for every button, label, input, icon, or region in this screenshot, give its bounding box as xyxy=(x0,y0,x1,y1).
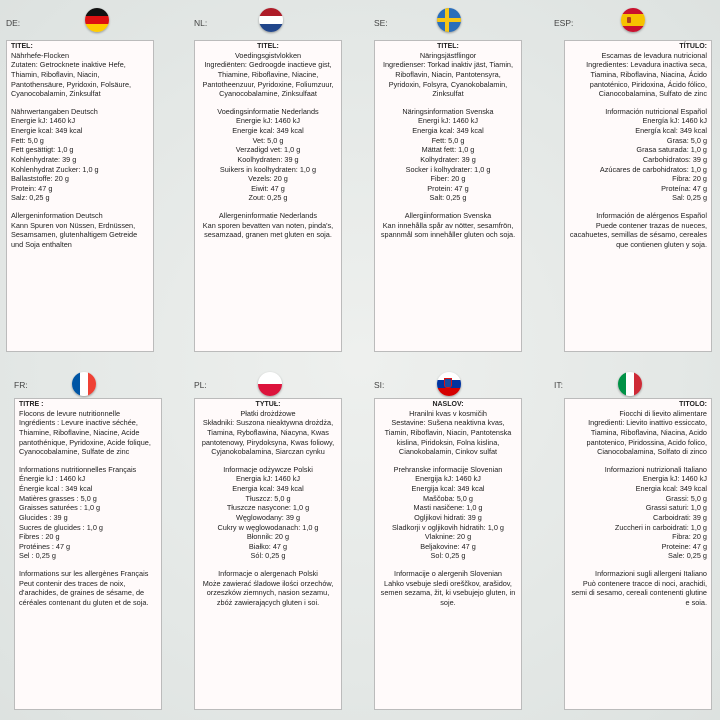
nutrition-row: Tłuszcz: 5,0 g xyxy=(245,493,291,503)
nutrition-row: Carbohidratos: 39 g xyxy=(642,154,707,164)
allergen-heading: Informacje o alergenach Polski xyxy=(218,569,318,579)
nutrition-row: Fett: 5,0 g xyxy=(431,135,465,145)
nutrition-row: Energija kcal: 349 kcal xyxy=(411,484,485,494)
nutrition-row: Énergie kcal : 349 kcal xyxy=(19,484,93,494)
country-code: NL: xyxy=(194,18,208,28)
panel-de xyxy=(0,0,180,360)
nutrition-row: Sale: 0,25 g xyxy=(668,551,707,561)
allergen-text: Puede contener trazas de nueces, cacahuetes, semillas de sésamo, cereales que contienen gluten y soja. xyxy=(569,220,707,249)
nutrition-row: Białko: 47 g xyxy=(248,541,288,551)
nutrition-row: Eiwit: 47 g xyxy=(251,183,285,193)
allergen-text: Kan innehålla spår av nötter, sesamfrön, spannmål som innehåller gluten och soja. xyxy=(380,220,516,240)
allergen-text: Lahko vsebuje sledi oreščkov, arašidov, semen sezama, žit, ki vsebujejo gluten, in soje. xyxy=(380,578,516,607)
slovenia-flag-icon xyxy=(437,372,461,396)
nutrition-row: Énergie kJ : 1460 kJ xyxy=(19,474,86,484)
nutrition-row: Glucides : 39 g xyxy=(19,512,68,522)
allergen-text: Kan sporen bevatten van noten, pinda's, sesamzaad, granen met gluten en soja. xyxy=(202,220,334,240)
country-code: DE: xyxy=(6,18,21,28)
nutrition-row: Salt: 0,25 g xyxy=(429,193,467,203)
ingredients-text: Składniki: Suszona nieaktywna drożdża, Tiamina, Ryboflawina, Niacyna, Kwas pantotenowy, Pirydoksyna, Kwas foliowy, Cyjanokobalamina, Siarczan cynku xyxy=(201,418,335,457)
nutrition-row: Matières grasses : 5,0 g xyxy=(19,493,97,503)
nutrition-row: Sucres de glucides : 1,0 g xyxy=(19,522,103,532)
ingredients-text: Ingredienser: Torkad inaktiv jäst, Tiamin, Riboflavin, Niacin, Pantotensyra, Pyridoxin, Folsyra, Cyanokobalamin, Zinksulfat xyxy=(382,60,514,99)
product-name: Płatki drożdżowe xyxy=(240,408,296,418)
allergen-heading: Informazioni sugli allergeni Italiano xyxy=(595,569,707,579)
nutrition-row: Grassi: 5,0 g xyxy=(665,493,707,503)
nutrition-row: Fibra: 20 g xyxy=(672,174,707,184)
allergen-heading: Allergeninformatie Nederlands xyxy=(218,211,318,221)
product-name: Fiocchi di lievito alimentare xyxy=(619,408,707,418)
country-code: PL: xyxy=(194,380,207,390)
ingredients-text: Ingrediënten: Gedroogde inactieve gist, Thiamine, Riboflavine, Niacine, Pantotheenzuur, Pyridoxine, Foliumzuur, Cyanocobalamine, Zinksulfaat xyxy=(202,60,334,99)
title-label: TITEL: xyxy=(437,43,459,50)
nutrition-row: Energia kcal: 349 kcal xyxy=(635,484,707,494)
nutrition-row: Fett: 5,0 g xyxy=(11,135,44,145)
nutrition-row: Fibra: 20 g xyxy=(672,532,707,542)
nutrition-row: Fiber: 20 g xyxy=(430,174,466,184)
nutrition-row: Energía kcal: 349 kcal xyxy=(635,126,707,136)
nutrition-heading: Nährwertangaben Deutsch xyxy=(11,106,98,116)
ingredients-text: Sestavine: Sušena neaktivna kvas, Tiamin, Riboflavin, Niacin, Pantotenska kislina, Piridoksin, Folna kislina, Cianokobalamin, Cinkov sulfat xyxy=(384,418,512,457)
nutrition-row: Protein: 47 g xyxy=(11,183,53,193)
nutrition-row: Energia kJ: 1460 kJ xyxy=(642,474,707,484)
label-card xyxy=(374,40,522,352)
label-card xyxy=(194,40,342,352)
panel-fr xyxy=(0,360,180,720)
nutrition-row: Sal: 0,25 g xyxy=(672,193,707,203)
allergen-heading: Informacije o alergenih Slovenian xyxy=(394,569,502,579)
panel-se xyxy=(360,0,540,360)
nutrition-row: Tłuszcze nasycone: 1,0 g xyxy=(226,503,310,513)
nutrition-row: Zout: 0,25 g xyxy=(248,193,288,203)
nutrition-heading: Información nutricional Español xyxy=(605,106,707,116)
nutrition-heading: Informations nutritionnelles Français xyxy=(19,464,137,474)
allergen-heading: Informations sur les allergènes Français xyxy=(19,569,149,579)
nutrition-heading: Voedingsinformatie Nederlands xyxy=(217,106,319,116)
nutrition-row: Vezels: 20 g xyxy=(248,174,288,184)
product-name: Nährhefe-Flocken xyxy=(11,50,69,60)
product-name: Escamas de levadura nutricional xyxy=(601,50,707,60)
allergen-text: Peut contenir des traces de noix, d'arachides, de graines de sésame, de céréales contenant du gluten et de soja. xyxy=(19,578,149,607)
nutrition-row: Grassi saturi: 1,0 g xyxy=(645,503,707,513)
title-label: TÍTULO: xyxy=(679,43,707,50)
allergen-heading: Allergeninformation Deutsch xyxy=(11,211,103,221)
nutrition-row: Protein: 47 g xyxy=(427,183,469,193)
france-flag-icon xyxy=(72,372,96,396)
label-card xyxy=(194,398,342,710)
label-card xyxy=(6,40,154,352)
country-code: SI: xyxy=(374,380,385,390)
nutrition-row: Energi kJ: 1460 kJ xyxy=(417,116,479,126)
nutrition-row: Zuccheri in carboidrati: 1,0 g xyxy=(614,522,707,532)
product-name: Voedingsgistvlokken xyxy=(234,50,302,60)
nutrition-row: Energia kJ: 1460 kJ xyxy=(235,474,301,484)
allergen-heading: Allergiinformation Svenska xyxy=(404,211,492,221)
nutrition-row: Proteína: 47 g xyxy=(661,183,707,193)
germany-flag-icon xyxy=(85,8,109,32)
nutrition-heading: Informacje odżywcze Polski xyxy=(223,464,313,474)
nutrition-row: Carboidrati: 39 g xyxy=(653,512,707,522)
nutrition-row: Protéines : 47 g xyxy=(19,541,71,551)
nutrition-row: Socker i kolhydrater: 1,0 g xyxy=(405,164,491,174)
nutrition-row: Proteine: 47 g xyxy=(661,541,707,551)
country-code: FR: xyxy=(14,380,28,390)
nutrition-row: Kohlenhydrat Zucker: 1,0 g xyxy=(11,164,99,174)
italy-flag-icon xyxy=(618,372,642,396)
coat-of-arms-icon xyxy=(444,378,452,388)
nutrition-row: Suikers in koolhydraten: 1,0 g xyxy=(219,164,317,174)
netherlands-flag-icon xyxy=(259,8,283,32)
nutrition-row: Verzadigd vet: 1,0 g xyxy=(235,145,301,155)
nutrition-row: Grasa: 5,0 g xyxy=(666,135,707,145)
ingredients-text: Ingredientes: Levadura inactiva seca, Tiamina, Riboflavina, Niacina, Ácido pantoténico, Piridoxina, Ácido fólico, Cianocobalamina, Sulfato de zinc xyxy=(586,60,707,99)
nutrition-row: Błonnik: 20 g xyxy=(246,532,290,542)
nutrition-heading: Prehranske informacije Slovenian xyxy=(393,464,503,474)
ingredients-text: Zutaten: Getrocknete inaktive Hefe, Thiamin, Riboflavin, Niacin, Pantothensäure, Pyridoxin, Folsäure, Cyanocobalamin, Zinksulfat xyxy=(11,60,132,99)
nutrition-row: Koolhydraten: 39 g xyxy=(237,154,299,164)
ingredients-text: Ingredienti: Lievito inattivo essiccato, Tiamina, Riboflavina, Niacina, Acido pantotenico, Piridossina, Acido folico, Cianocobalamina, Solfato di zinco xyxy=(586,418,707,457)
title-label: TYTUŁ: xyxy=(255,401,281,408)
label-card xyxy=(564,398,712,710)
title-label: TITEL: xyxy=(257,43,279,50)
poland-flag-icon xyxy=(258,372,282,396)
nutrition-row: Ballaststoffe: 20 g xyxy=(11,174,69,184)
nutrition-row: Energie kJ: 1460 kJ xyxy=(235,116,301,126)
label-card xyxy=(14,398,162,710)
title-label: TITOLO: xyxy=(679,401,707,408)
nutrition-row: Beljakovine: 47 g xyxy=(420,541,476,551)
product-name: Hranilni kvas v kosmičih xyxy=(409,408,487,418)
nutrition-row: Ogljikovi hidrati: 39 g xyxy=(414,512,482,522)
nutrition-row: Maščoba: 5,0 g xyxy=(423,493,473,503)
panel-it xyxy=(540,360,720,720)
nutrition-row: Kohlenhydrate: 39 g xyxy=(11,154,77,164)
allergen-text: Może zawierać śladowe ilości orzechów, orzeszków ziemnych, nasion sezamu, zbóż zawierających gluten i soi. xyxy=(202,578,334,607)
nutrition-row: Energie kcal: 349 kcal xyxy=(232,126,304,136)
nutrition-row: Fibres : 20 g xyxy=(19,532,60,542)
nutrition-row: Energija kJ: 1460 kJ xyxy=(415,474,481,484)
nutrition-row: Mättat fett: 1,0 g xyxy=(421,145,475,155)
label-card xyxy=(374,398,522,710)
panel-si xyxy=(360,360,540,720)
nutrition-row: Vet: 5,0 g xyxy=(252,135,284,145)
country-code: ESP: xyxy=(554,18,574,28)
nutrition-row: Energía kJ: 1460 kJ xyxy=(642,116,707,126)
nutrition-row: Energia kcal: 349 kcal xyxy=(232,484,304,494)
spain-flag-icon xyxy=(621,8,645,32)
nutrition-row: Sladkorji v ogljikovih hidratih: 1,0 g xyxy=(392,522,504,532)
ingredients-text: Ingrédients : Levure inactive séchée, Thiamine, Riboflavine, Niacine, Acide pantothénique, Pyridoxine, Acide folique, Cyanocobalamine, Sulfate de zinc xyxy=(19,418,151,457)
panel-nl xyxy=(180,0,360,360)
title-label: TITEL: xyxy=(11,43,33,50)
title-label: NASLOV: xyxy=(432,401,464,408)
nutrition-row: Fett gesättigt: 1,0 g xyxy=(11,145,74,155)
nutrition-row: Węglowodany: 39 g xyxy=(235,512,301,522)
title-label: TITRE : xyxy=(19,401,44,408)
product-name: Flocons de levure nutritionnelle xyxy=(19,408,120,418)
nutrition-row: Graisses saturées : 1,0 g xyxy=(19,503,101,513)
nutrition-row: Sel : 0,25 g xyxy=(19,551,56,561)
nutrition-row: Vlaknine: 20 g xyxy=(424,532,472,542)
nutrition-row: Azúcares de carbohidratos: 1,0 g xyxy=(599,164,707,174)
product-name: Näringsjästflingor xyxy=(419,50,477,60)
allergen-text: Kann Spuren von Nüssen, Erdnüssen, Sesamsamen, glutenhaltigem Getreide und Soja enthalten xyxy=(11,220,138,249)
nutrition-heading: Näringsinformation Svenska xyxy=(402,106,494,116)
nutrition-row: Grasa saturada: 1,0 g xyxy=(636,145,707,155)
nutrition-row: Cukry w węglowodanach: 1,0 g xyxy=(217,522,319,532)
panel-pl xyxy=(180,360,360,720)
allergen-text: Può contenere tracce di noci, arachidi, semi di sesamo, cereali contenenti glutine e soia. xyxy=(571,578,707,607)
nutrition-row: Kolhydrater: 39 g xyxy=(420,154,476,164)
nutrition-row: Salz: 0,25 g xyxy=(11,193,50,203)
country-code: SE: xyxy=(374,18,388,28)
panel-esp xyxy=(540,0,720,360)
nutrition-row: Masti nasičene: 1,0 g xyxy=(413,503,483,513)
sweden-flag-icon xyxy=(437,8,461,32)
nutrition-heading: Informazioni nutrizionali Italiano xyxy=(604,464,707,474)
allergen-heading: Información de alérgenos Español xyxy=(596,211,707,221)
nutrition-row: Energia kcal: 349 kcal xyxy=(412,126,484,136)
country-code: IT: xyxy=(554,380,563,390)
nutrition-row: Energie kJ: 1460 kJ xyxy=(11,116,76,126)
label-card xyxy=(564,40,712,352)
nutrition-row: Sól: 0,25 g xyxy=(250,551,286,561)
nutrition-row: Energie kcal: 349 kcal xyxy=(11,126,83,136)
nutrition-row: Sol: 0,25 g xyxy=(430,551,466,561)
